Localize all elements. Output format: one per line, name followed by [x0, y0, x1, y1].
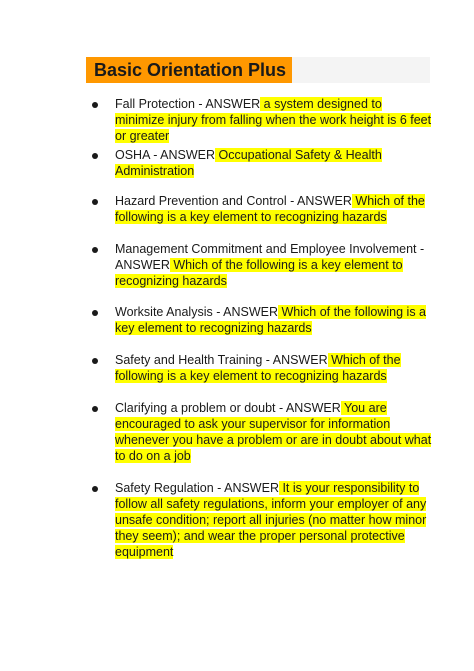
- question-text: OSHA -: [115, 148, 161, 162]
- answer-text: Which of the following is a key element to recognizing hazards: [115, 305, 427, 335]
- item-text: [115, 304, 432, 336]
- bullet-icon: [92, 406, 98, 412]
- answer-label: ANSWER: [297, 194, 352, 208]
- answer-label: ANSWER: [285, 401, 341, 415]
- item-text: [115, 352, 432, 384]
- answer-text: Which of the following is a key element to recognizing hazards: [115, 194, 425, 224]
- answer-text: Occupational Safety & Health Administration: [115, 148, 382, 178]
- list-item: [92, 193, 432, 225]
- question-text: Safety Regulation -: [115, 481, 225, 495]
- answer-text: a system designed to minimize injury from falling when the work height is 6 feet or greater: [115, 97, 432, 143]
- question-text: Clarifying a problem or doubt -: [115, 401, 286, 415]
- question-text: Hazard Prevention and Control -: [115, 194, 298, 208]
- answer-text: You are encouraged to ask your supervisor for information whenever you have a problem or are in doubt about what to do on a job: [115, 401, 432, 463]
- item-text: [115, 147, 432, 179]
- list-item: [92, 352, 432, 384]
- bullet-icon: [92, 358, 98, 364]
- list-item: [92, 304, 432, 336]
- answer-label: ANSWER: [224, 481, 279, 495]
- answer-label: ANSWER: [223, 305, 279, 319]
- answer-label: ANSWER: [115, 258, 170, 272]
- answer-label: ANSWER: [205, 97, 261, 111]
- page-title: Basic Orientation Plus: [86, 57, 292, 83]
- list-item: [92, 241, 432, 289]
- item-text: [115, 480, 432, 560]
- list-item: [92, 480, 432, 560]
- answer-text: Which of the following is a key element to recognizing hazards: [115, 258, 403, 288]
- answer-label: ANSWER: [160, 148, 216, 162]
- question-text: Fall Protection -: [115, 97, 206, 111]
- question-text: Management Commitment and Employee Involvement -: [115, 242, 425, 256]
- question-text: Worksite Analysis -: [115, 305, 224, 319]
- item-text: [115, 193, 432, 225]
- item-text: [115, 241, 432, 289]
- bullet-icon: [92, 486, 98, 492]
- list-item: [92, 400, 432, 464]
- item-text: [115, 400, 432, 464]
- bullet-icon: [92, 153, 98, 159]
- question-text: Safety and Health Training -: [115, 353, 273, 367]
- bullet-icon: [92, 102, 98, 108]
- bullet-icon: [92, 247, 98, 253]
- bullet-icon: [92, 199, 98, 205]
- item-text: [115, 96, 432, 144]
- answer-label: ANSWER: [272, 353, 328, 367]
- list-item: [92, 96, 432, 144]
- answer-text: Which of the following is a key element to recognizing hazards: [115, 353, 401, 383]
- bullet-icon: [92, 310, 98, 316]
- list-item: [92, 147, 432, 179]
- answer-text: It is your responsibility to follow all safety regulations, inform your employer of any unsafe condition; report all injuries (no matter how minor they seem); and wear the proper personal protective equipment: [115, 481, 427, 559]
